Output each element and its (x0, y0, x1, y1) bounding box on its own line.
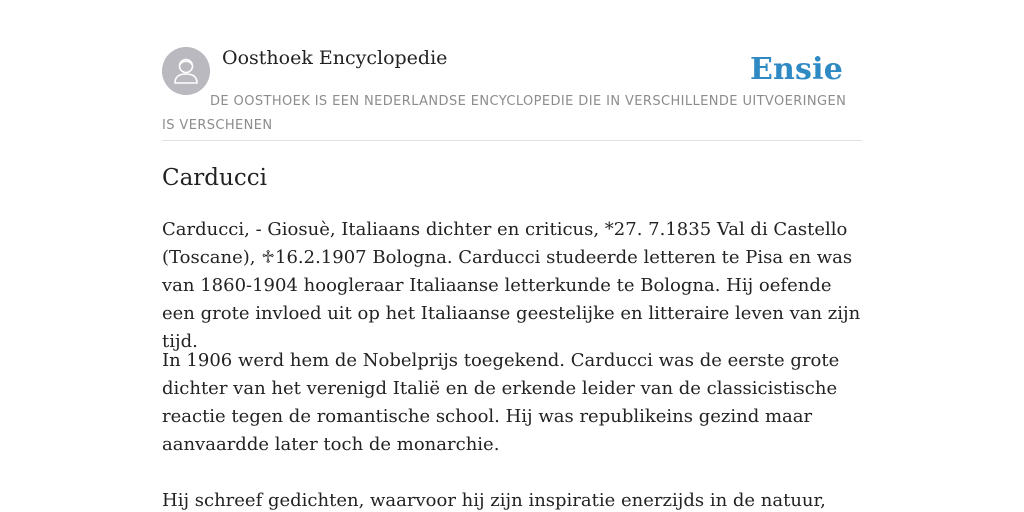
article-paragraph: Carducci, - Giosuè, Italiaans dichter en criticus, *27. 7.1835 Val di Castello (Toscane), ♱16.2.1907 Bologna. Carducci studeerde letteren te Pisa en was van 1860-1904 hoogleraar Italiaanse letterkunde te Bologna. Hij oefende een grote invloed uit op het Italiaanse geestelijke en litteraire leven van zijn tijd. (162, 219, 861, 352)
source-description: DE OOSTHOEK IS EEN NEDERLANDSE ENCYCLOPEDIE DIE IN VERSCHILLENDE UITVOERINGEN IS VERSCHENEN (162, 94, 847, 133)
user-avatar-icon[interactable] (162, 47, 210, 95)
ensie-logo[interactable]: Ensie (749, 52, 843, 87)
article (162, 160, 862, 511)
source-header (162, 46, 862, 141)
source-title[interactable]: Oosthoek Encyclopedie (222, 47, 448, 69)
article-paragraph: In 1906 werd hem de Nobelprijs toegekend. Carducci was de eerste grote dichter van het verenigd Italië en de erkende leider van de classicistische reactie tegen de romantische school. Hij was republikeins gezind maar aanvaardde later toch de monarchie. (162, 350, 840, 455)
article-paragraph: Hij schreef gedichten, waarvoor hij zijn inspiratie enerzijds in de natuur, (162, 490, 826, 511)
article-title: Carducci (162, 165, 267, 191)
